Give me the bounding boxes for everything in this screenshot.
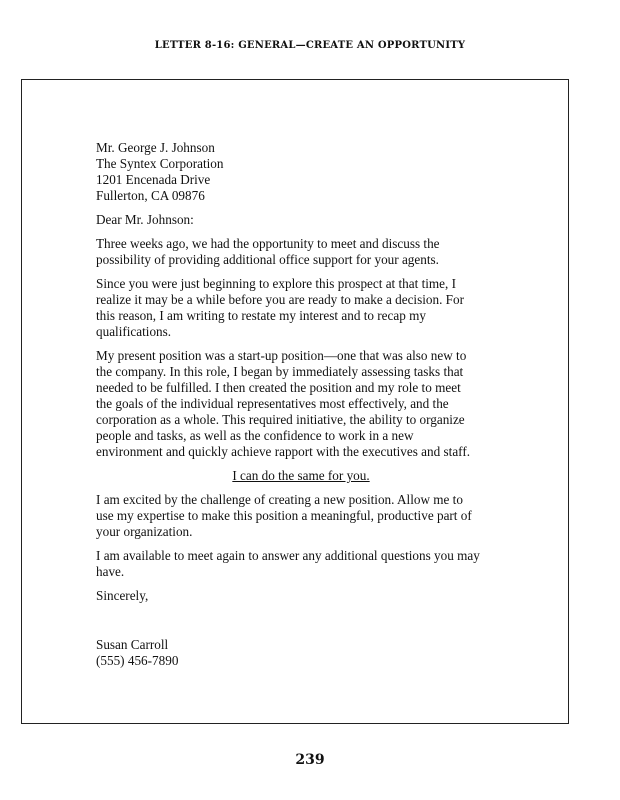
- recipient-address: [96, 140, 506, 204]
- salutation-text: Dear Mr. Johnson:: [96, 212, 194, 227]
- closing: [96, 588, 506, 604]
- paragraph-line: I am available to meet again to answer any additional questions you may: [96, 548, 480, 563]
- paragraph-line: qualifications.: [96, 324, 172, 339]
- closing-text: Sincerely,: [96, 588, 149, 603]
- salutation: [96, 212, 506, 228]
- address-line: The Syntex Corporation: [96, 156, 224, 171]
- paragraph-line: Since you were just beginning to explore this prospect at that time, I: [96, 276, 457, 291]
- paragraph-restate: [96, 276, 506, 340]
- letter-body: [96, 140, 506, 669]
- address-line: Mr. George J. Johnson: [96, 140, 215, 155]
- paragraph-opening: [96, 236, 506, 268]
- paragraph-line: people and tasks, as well as the confidence to work in a new: [96, 428, 414, 443]
- signature-name: Susan Carroll: [96, 637, 169, 652]
- paragraph-line: possibility of providing additional office support for your agents.: [96, 252, 439, 267]
- paragraph-line: environment and quickly achieve rapport with the executives and staff.: [96, 444, 471, 459]
- page-heading: LETTER 8-16: GENERAL—CREATE AN OPPORTUNITY: [154, 40, 466, 51]
- address-line: Fullerton, CA 09876: [96, 188, 205, 203]
- paragraph-line: My present position was a start-up position—one that was also new to: [96, 348, 467, 363]
- paragraph-line: the goals of the individual representatives most effectively, and the: [96, 396, 449, 411]
- paragraph-excited: [96, 492, 506, 540]
- paragraph-experience: [96, 348, 506, 460]
- paragraph-available: [96, 548, 506, 580]
- signature-space: [96, 612, 506, 637]
- paragraph-line: Three weeks ago, we had the opportunity to meet and discuss the: [96, 236, 440, 251]
- signature-block: [96, 637, 506, 669]
- paragraph-line: this reason, I am writing to restate my interest and to recap my: [96, 308, 426, 323]
- signature-phone: (555) 456-7890: [96, 653, 179, 668]
- paragraph-line: have.: [96, 564, 125, 579]
- emphasis-statement: I can do the same for you.: [232, 468, 370, 483]
- paragraph-line: needed to be fulfilled. I then created the position and my role to meet: [96, 380, 461, 395]
- paragraph-line: I am excited by the challenge of creating a new position. Allow me to: [96, 492, 463, 507]
- paragraph-line: your organization.: [96, 524, 193, 539]
- paragraph-line: the company. In this role, I began by immediately assessing tasks that: [96, 364, 464, 379]
- page-number: 239: [295, 752, 325, 768]
- paragraph-line: realize it may be a while before you are ready to make a decision. For: [96, 292, 464, 307]
- address-line: 1201 Encenada Drive: [96, 172, 211, 187]
- paragraph-line: corporation as a whole. This required initiative, the ability to organize: [96, 412, 465, 427]
- paragraph-line: use my expertise to make this position a meaningful, productive part of: [96, 508, 472, 523]
